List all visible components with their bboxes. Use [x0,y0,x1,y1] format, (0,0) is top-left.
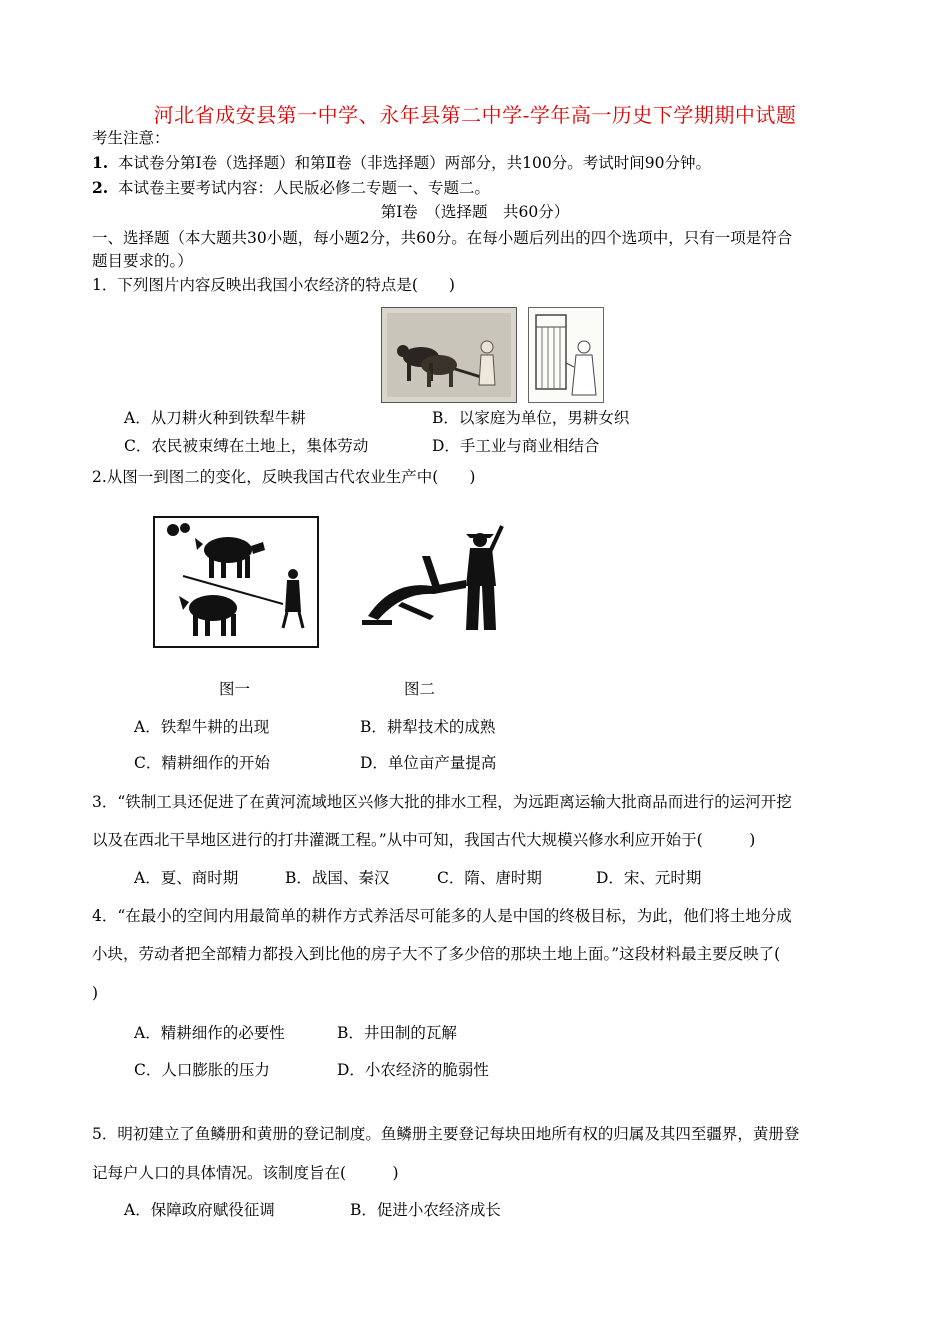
q2-figure-two-image [362,516,520,636]
q5-stem-line-2: 记每户人口的具体情况。该制度旨在( ) [92,1164,399,1182]
q3-option-a: A．夏、商时期 [134,869,239,887]
q2-stem: 2.从图一到图二的变化，反映我国古代农业生产中( ) [92,468,476,486]
notice-text: 本试卷分第Ⅰ卷（选择题）和第Ⅱ卷（非选择题）两部分，共100分。考试时间90分钟。 [118,154,711,172]
q1-option-b: B．以家庭为单位，男耕女织 [432,409,630,427]
q2-option-b: B．耕犁技术的成熟 [360,718,496,736]
notice-item-2 [92,178,490,198]
q2-figure-one-caption: 图一 [219,680,251,698]
q1-option-a: A．从刀耕火种到铁犁牛耕 [124,409,306,427]
q5-option-a: A．保障政府赋役征调 [124,1201,275,1219]
q1-stem: 1．下列图片内容反映出我国小农经济的特点是( ) [92,276,455,294]
notice-item-1 [92,153,711,173]
notice-heading: 考生注意： [92,129,170,147]
q4-stem-line-1: 4．“在最小的空间内用最简单的耕作方式养活尽可能多的人是中国的终极目标，为此，他们将土地分成 [92,907,792,925]
q4-option-c: C．人口膨胀的压力 [134,1061,270,1079]
q2-figure-two-caption: 图二 [404,680,436,698]
q3-option-d: D．宋、元时期 [596,869,702,887]
q3-option-c: C．隋、唐时期 [437,869,542,887]
q2-figure-one-image [153,516,319,648]
q1-option-d: D．手工业与商业相结合 [432,437,600,455]
q4-stem-line-2: 小块，劳动者把全部精力都投入到比他的房子大不了多少倍的那块土地上面。”这段材料最主要反映了( [92,945,781,963]
notice-text: 本试卷主要考试内容：人民版必修二专题一、专题二。 [118,179,491,197]
q2-option-c: C．精耕细作的开始 [134,754,270,772]
q4-stem-line-3: ) [92,984,99,1002]
q3-option-b: B．战国、秦汉 [285,869,390,887]
q2-option-d: D．单位亩产量提高 [360,754,497,772]
q5-stem-line-1: 5．明初建立了鱼鳞册和黄册的登记制度。鱼鳞册主要登记每块田地所有权的归属及其四至疆界，黄册登 [92,1125,800,1143]
q1-option-c: C．农民被束缚在土地上，集体劳动 [124,437,369,455]
part-intro-line-1: 一、选择题（本大题共30小题，每小题2分，共60分。在每小题后列出的四个选项中，只有一项是符合 [92,229,793,247]
q4-option-b: B．井田制的瓦解 [337,1024,457,1042]
q1-weaving-woman-image [528,307,604,403]
q1-ox-plough-mural-image [381,307,517,403]
part-intro-line-2: 题目要求的。） [92,252,193,270]
q4-option-d: D．小农经济的脆弱性 [337,1061,489,1079]
q2-option-a: A．铁犁牛耕的出现 [134,718,270,736]
section-title: 第Ⅰ卷 （选择题 共60分） [380,203,570,221]
q3-stem-line-2: 以及在西北干旱地区进行的打井灌溉工程。”从中可知，我国古代大规模兴修水利应开始于( ) [92,831,756,849]
notice-number: 1. [92,153,109,172]
q4-option-a: A．精耕细作的必要性 [134,1024,285,1042]
document-title: 河北省成安县第一中学、永年县第二中学-学年高一历史下学期期中试题 [153,103,797,127]
q3-stem-line-1: 3．“铁制工具还促进了在黄河流域地区兴修大批的排水工程，为远距离运输大批商品而进行的运河开挖 [92,793,792,811]
notice-number: 2. [92,178,109,197]
q5-option-b: B．促进小农经济成长 [350,1201,501,1219]
